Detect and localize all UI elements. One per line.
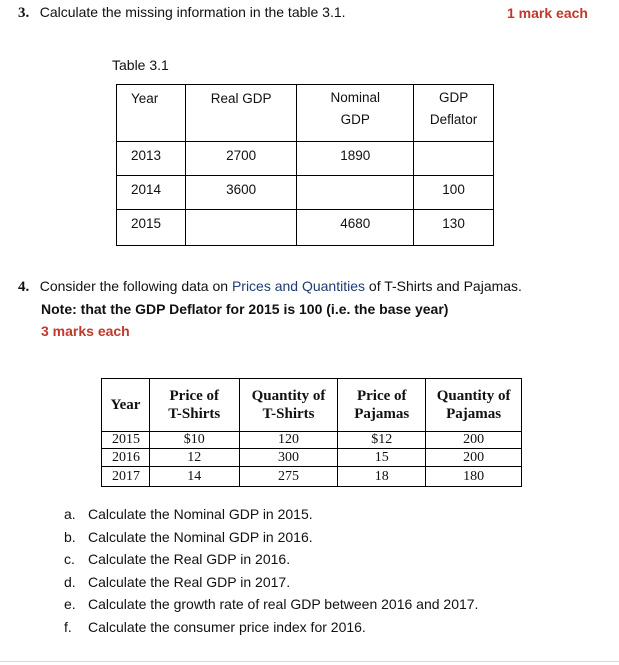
question-3-number: 3. [18, 5, 30, 21]
question-4-heading [18, 278, 522, 296]
table-row: 2017 14 275 18 180 [102, 467, 522, 487]
table-header-row [117, 85, 494, 142]
list-item: f. Calculate the consumer price index for 2016. [64, 618, 366, 635]
list-item: e. Calculate the growth rate of real GDP between 2016 and 2017. [64, 596, 479, 613]
table-header-row [102, 379, 522, 432]
table-3-1-caption: Table 3.1 [112, 57, 169, 73]
list-item: c. Calculate the Real GDP in 2016. [64, 551, 291, 568]
header-year: Year [102, 379, 150, 432]
list-item: d. Calculate the Real GDP in 2017. [64, 573, 291, 590]
header-year: Year [117, 85, 186, 142]
question-4-number: 4. [18, 279, 30, 295]
question-4-marks: 3 marks each [41, 323, 130, 339]
list-item: a. Calculate the Nominal GDP in 2015. [64, 506, 313, 522]
question-3-marks: 1 mark each [507, 5, 588, 21]
subquestion-list [64, 506, 478, 642]
gdp-table-3-1 [116, 84, 494, 246]
header-price-tshirts: Price of T-Shirts [149, 379, 239, 432]
header-nominal-gdp: Nominal GDP [297, 85, 414, 142]
question-4-note: Note: that the GDP Deflator for 2015 is 100 (i.e. the base year) [41, 301, 449, 317]
question-3-text: Calculate the missing information in the table 3.1. [39, 4, 346, 20]
header-price-pajamas: Price of Pajamas [338, 379, 426, 432]
table-row: 2016 12 300 15 200 [102, 449, 522, 467]
table-row: 2015 $10 120 $12 200 [102, 432, 522, 449]
header-quantity-tshirts: Quantity of T-Shirts [239, 379, 338, 432]
question-3-heading [18, 4, 346, 22]
header-gdp-deflator: GDP Deflator [414, 85, 494, 142]
table-row: 2015 4680 130 [117, 210, 494, 246]
header-real-gdp: Real GDP [185, 85, 297, 142]
header-quantity-pajamas: Quantity of Pajamas [426, 379, 522, 432]
table-row: 2014 3600 100 [117, 176, 494, 210]
page-divider [0, 661, 619, 662]
question-4-intro: Consider the following data on Prices and Quantities of T-Shirts and Pajamas. [39, 278, 522, 294]
prices-quantities-table [101, 378, 522, 487]
list-item: b. Calculate the Nominal GDP in 2016. [64, 528, 313, 545]
table-row: 2013 2700 1890 [117, 142, 494, 176]
